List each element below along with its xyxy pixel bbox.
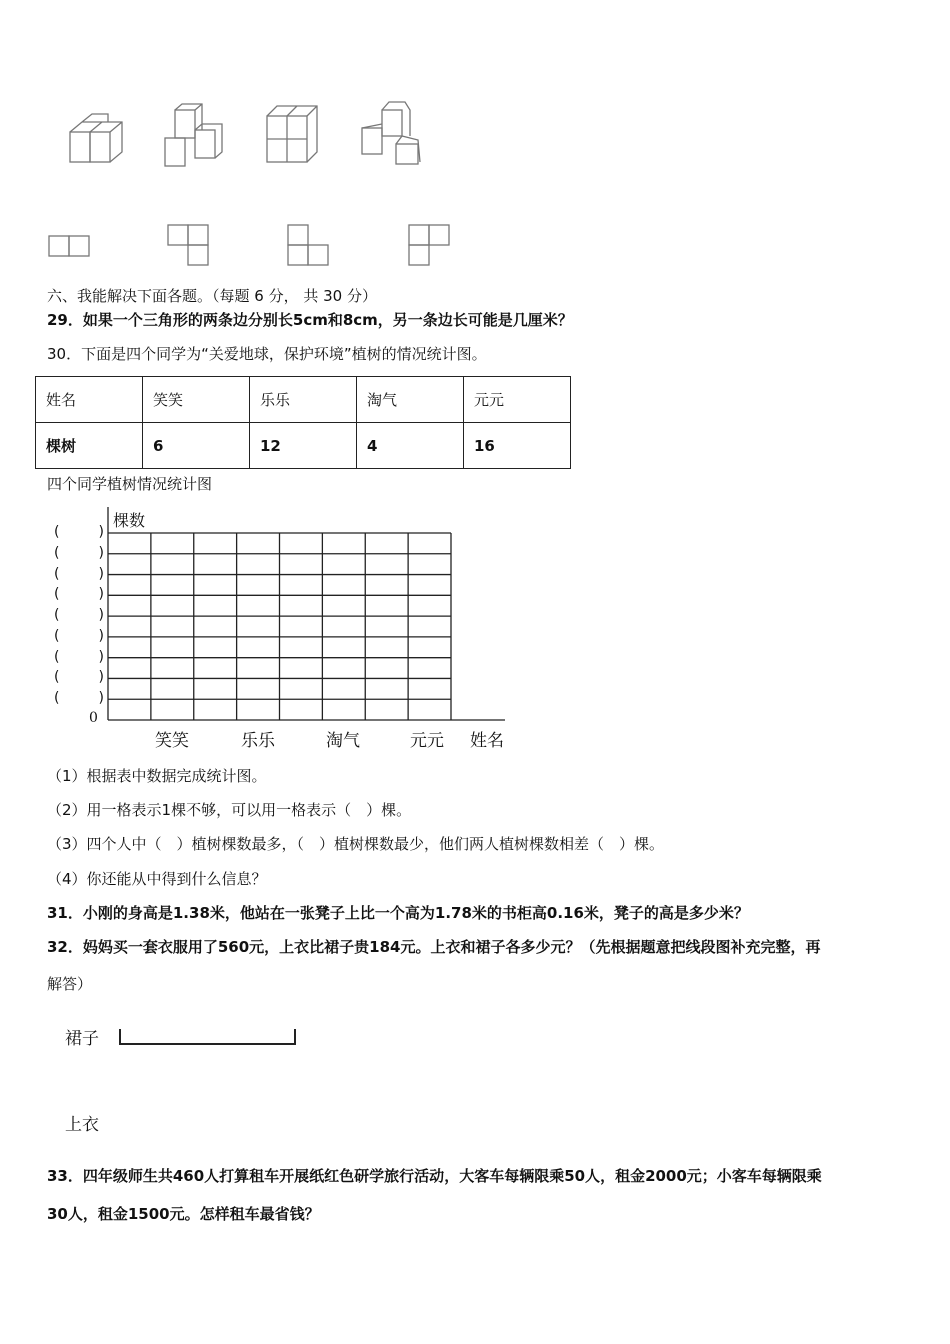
x-label-lele: 乐乐 [241,731,275,751]
cube-figure-2 [165,104,222,166]
question-32-line2: 解答） [47,975,93,993]
x-axis-label: 姓名 [470,731,504,751]
top-label: 上衣 [65,1115,99,1135]
paren-open: ( [54,607,60,624]
y-tick-blank [54,586,104,602]
y-tick-blank [54,649,104,665]
skirt-label: 裙子 [65,1029,99,1049]
table-cell: 16 [464,423,571,469]
question-33-line2: 30人，租金1500元。怎样租车最省钱？ [47,1205,320,1223]
paren-close: ) [98,524,104,540]
paren-open: ( [54,648,60,665]
table-cell: 4 [357,423,464,469]
y-tick-blank [54,628,104,644]
zero-label: 0 [89,710,98,726]
paren-open: ( [54,524,60,540]
sub-question-3: （3）四个人中（ ）植树棵数最多，（ ）植树棵数最少，他们两人植树棵数相差（ ）棵。 [47,835,665,853]
paren-open: ( [54,690,60,707]
question-29: 29．如果一个三角形的两条边分别长5cm和8cm，另一条边长可能是几厘米？ [47,311,573,329]
view-figure-4 [409,225,449,265]
section-heading: 六、我能解决下面各题。（每题 6 分， 共 30 分） [47,287,377,305]
question-32-line1: 32．妈妈买一套衣服用了560元，上衣比裙子贵184元。上衣和裙子各多少元？（先根据题意把线段图补充完整，再 [47,938,821,956]
sub-question-4: （4）你还能从中得到什么信息？ [47,870,267,888]
paren-close: ) [98,544,104,561]
table-cell: 12 [250,423,357,469]
paren-open: ( [54,669,60,686]
table-header-row [36,377,571,423]
chart-grid [100,505,510,725]
paren-close: ) [98,607,104,624]
paren-open: ( [54,627,60,644]
question-31: 31．小刚的身高是1.38米，他站在一张凳子上比一个高为1.78米的书柜高0.16米，凳子的高是多少米？ [47,904,749,922]
x-label-taoqi: 淘气 [326,731,360,751]
sub-question-1: （1）根据表中数据完成统计图。 [47,767,267,785]
paren-close: ) [98,648,104,665]
x-label-yuanyuan: 元元 [410,731,444,751]
view-figure-2 [168,225,208,265]
paren-close: ) [98,669,104,686]
table-cell: 淘气 [357,377,464,423]
y-tick-blank [54,607,104,623]
table-cell: 乐乐 [250,377,357,423]
paren-close: ) [98,690,104,707]
y-tick-blank [54,669,104,685]
paren-open: ( [54,544,60,561]
cube-figure-4 [362,102,420,164]
paren-open: ( [54,586,60,603]
paren-close: ) [98,627,104,644]
view-figure-1 [49,236,89,256]
table-cell: 元元 [464,377,571,423]
table-cell: 棵树 [36,423,143,469]
sub-question-2: （2）用一格表示1棵不够，可以用一格表示（ ）棵。 [47,801,412,819]
question-30: 30．下面是四个同学为“关爱地球，保护环境”植树的情况统计图。 [47,345,487,363]
chart-title: 四个同学植树情况统计图 [47,475,213,493]
view-figure-3 [288,225,328,265]
cube-figure-1 [70,114,122,162]
table-row [36,423,571,469]
x-label-xiaoxiao: 笑笑 [155,731,189,751]
cube-figure-3 [267,106,317,162]
tree-table [35,376,571,469]
y-tick-blank [54,545,104,561]
paren-close: ) [98,586,104,603]
skirt-segment [115,1025,300,1050]
y-axis-label: 棵数 [113,511,146,530]
table-cell: 6 [143,423,250,469]
y-tick-blank [54,566,104,582]
table-cell: 姓名 [36,377,143,423]
paren-close: ) [98,565,104,582]
question-33-line1: 33．四年级师生共460人打算租车开展纸红色研学旅行活动，大客车每辆限乘50人，租金2000元；小客车每辆限乘 [47,1167,822,1185]
y-tick-blank [54,524,104,540]
cube-figures [40,90,480,280]
table-cell: 笑笑 [143,377,250,423]
y-tick-blank [54,690,104,706]
paren-open: ( [54,565,60,582]
